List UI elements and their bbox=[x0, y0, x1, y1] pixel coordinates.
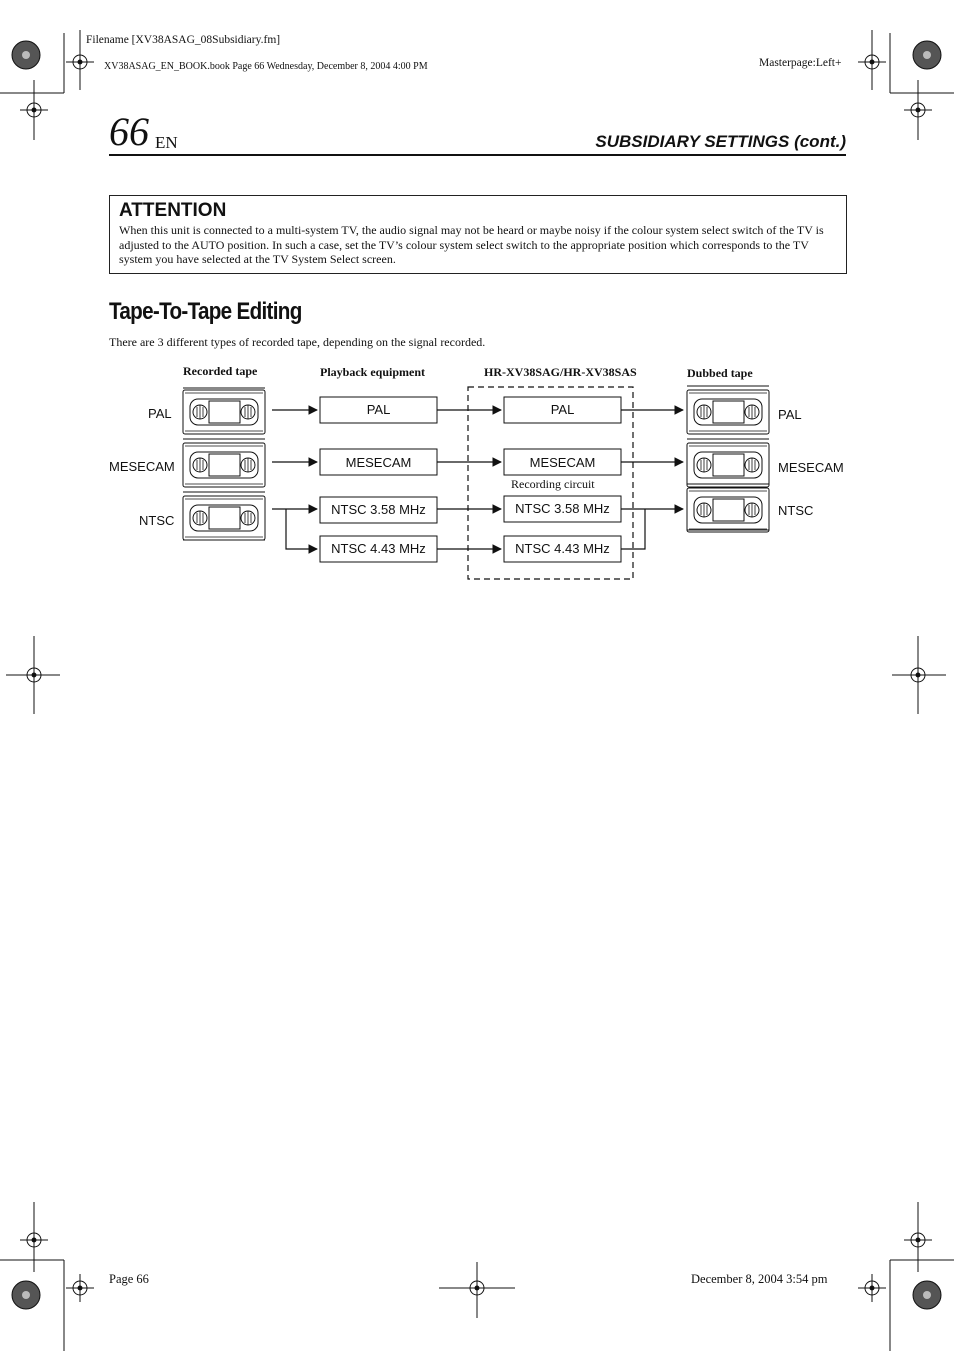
footer-date: December 8, 2004 3:54 pm bbox=[691, 1272, 828, 1286]
section-title: SUBSIDIARY SETTINGS (cont.) bbox=[595, 132, 846, 151]
arrow-tape-ntsc443 bbox=[286, 509, 317, 549]
recorder-label-ntsc358: NTSC 3.58 MHz bbox=[515, 501, 610, 516]
col-label-dubbed: Dubbed tape bbox=[687, 366, 753, 380]
tape-label-right-ntsc: NTSC bbox=[778, 503, 814, 518]
col-label-playback: Playback equipment bbox=[320, 365, 426, 379]
tape-label-left-mesecam: MESECAM bbox=[109, 459, 175, 474]
cassette-right-mesecam bbox=[687, 443, 769, 487]
attention-title: ATTENTION bbox=[119, 200, 227, 221]
filename-line: Filename [XV38ASAG_08Subsidiary.fm] bbox=[86, 34, 281, 46]
book-line: XV38ASAG_EN_BOOK.book Page 66 Wednesday, December 8, 2004 4:00 PM bbox=[104, 61, 428, 72]
tape-label-left-ntsc: NTSC bbox=[139, 513, 175, 528]
attention-text: When this unit is connected to a multi-system TV, the audio signal may not be heard or maybe noisy if the colour system select switch of the TV is adjusted to the AUTO position. In such a case, set the TV’s colour system select switch to the appropriate position which corresponds to the TV system you have selected at the TV System Select screen. bbox=[119, 223, 824, 266]
tape-label-right-pal: PAL bbox=[778, 407, 802, 422]
recording-circuit-label: Recording circuit bbox=[511, 477, 595, 491]
cassette-left-mesecam bbox=[183, 443, 265, 487]
cassette-right-ntsc bbox=[687, 488, 769, 532]
recorder-label-mesecam: MESECAM bbox=[529, 455, 596, 470]
cassette-left-ntsc bbox=[183, 496, 265, 540]
page-number: 66 bbox=[109, 109, 149, 154]
tape-label-right-mesecam: MESECAM bbox=[778, 460, 844, 475]
arrow-rec-ntsc bbox=[621, 509, 683, 549]
footer-page: Page 66 bbox=[109, 1272, 149, 1286]
playback-label-ntsc443: NTSC 4.43 MHz bbox=[331, 541, 426, 556]
section-intro: There are 3 different types of recorded tape, depending on the signal recorded. bbox=[109, 335, 486, 349]
page-language: EN bbox=[155, 133, 178, 152]
tape-label-left-pal: PAL bbox=[148, 406, 172, 421]
recorder-label-ntsc443: NTSC 4.43 MHz bbox=[515, 541, 610, 556]
playback-label-ntsc358: NTSC 3.58 MHz bbox=[331, 502, 426, 517]
playback-label-pal: PAL bbox=[366, 402, 391, 417]
masterpage-label: Masterpage:Left+ bbox=[759, 57, 842, 69]
cassette-right-pal bbox=[687, 390, 769, 434]
col-label-model: HR-XV38SAG/HR-XV38SAS bbox=[484, 365, 637, 379]
playback-label-mesecam: MESECAM bbox=[345, 455, 412, 470]
cassette-left-pal bbox=[183, 390, 265, 434]
col-label-recorded: Recorded tape bbox=[183, 364, 258, 378]
recorder-label-pal: PAL bbox=[550, 402, 575, 417]
section-heading: Tape-To-Tape Editing bbox=[109, 298, 302, 325]
